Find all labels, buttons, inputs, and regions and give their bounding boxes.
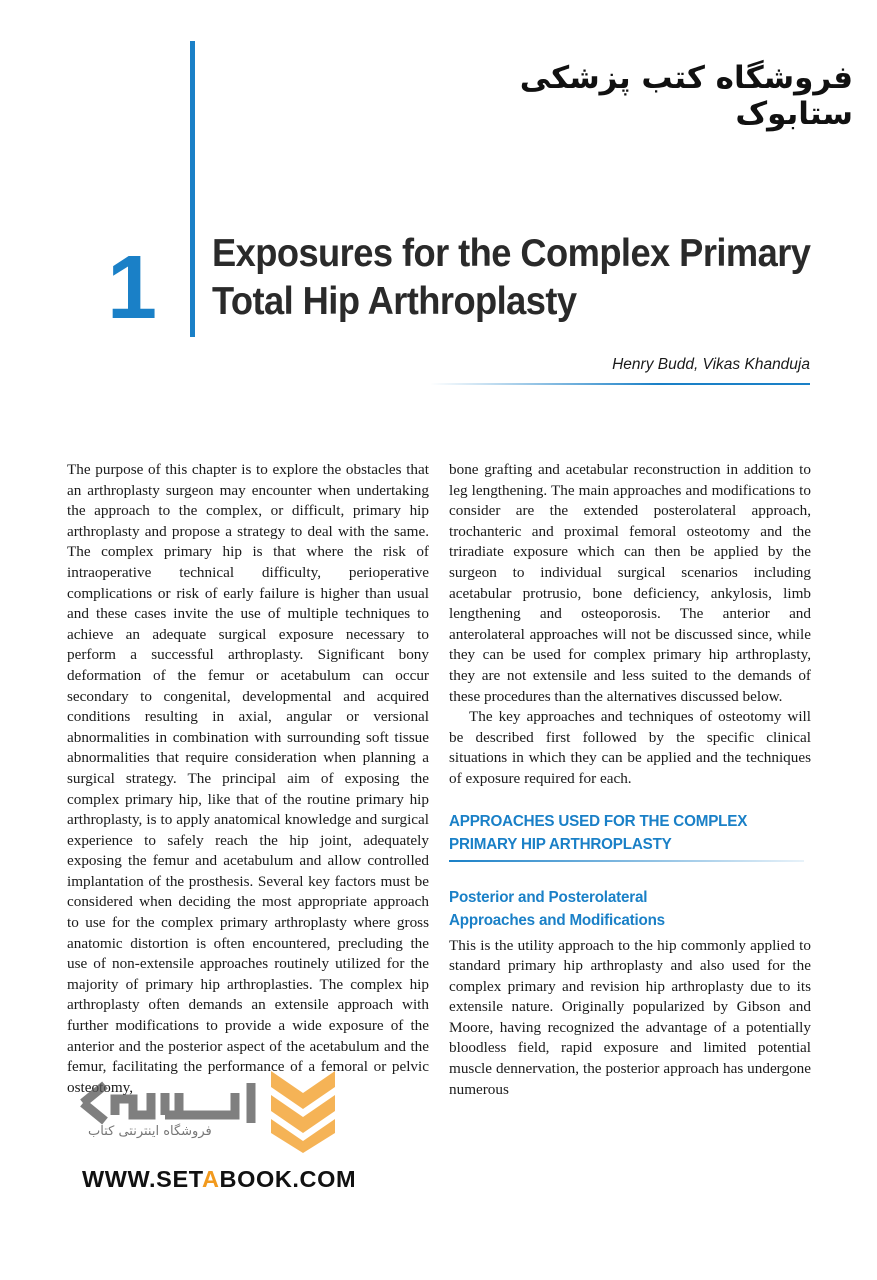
chapter-title-line-2: Total Hip Arthroplasty: [212, 280, 577, 323]
site-url: [82, 1166, 356, 1193]
body-paragraph-3: This is the utility approach to the hip commonly applied to standard primary hip arthroplasty and also used for the complex primary and revision hip arthroplasty due to its extensile nature. Originally popularized by Gibson and Moore, having recognized the advantage of a potentially bloodless field, rapid exposure and limited potential muscle dennervation, the posterior approach has undergone numerous: [449, 936, 811, 1098]
chapter-authors: Henry Budd, Vikas Khanduja: [612, 356, 810, 373]
chapter-title-line-1: Exposures for the Complex Primary: [212, 232, 811, 275]
body-paragraph-1: bone grafting and acetabular reconstruction in addition to leg lengthening. The main approaches and modifications to consider are the extended posterolateral approach, trochanteric and proximal femoral osteotomy and the triradiate exposure which can then be applied by the surgeon to individual surgical scenarios including acetabular protrusio, bone deficiency, ankylosis, limb lengthening and osteoporosis. The anterior and anterolateral approaches will not be discussed since, while they can be used for complex primary hip arthroplasty, they are not extensile and less suited to the demands of these procedures than the alternatives discussed below.: [449, 461, 811, 705]
logo-book-chevrons: [271, 1071, 335, 1153]
subsection-heading-line-2: Approaches and Modifications: [449, 911, 665, 929]
store-banner: فروشگاه کتب پزشکی ستابوک: [519, 60, 853, 132]
body-paragraph-2: The key approaches and techniques of osteotomy will be described first followed by the specific clinical situations in which they can be applied and the techniques of exposure required for each.: [449, 708, 811, 787]
subsection-heading: [449, 886, 793, 932]
section-heading-line-2: PRIMARY HIP ARTHROPLASTY: [449, 835, 672, 853]
site-url-prefix: WWW.SET: [82, 1166, 202, 1192]
watermark-tagline: فروشگاه اینترنتی کتاب: [88, 1124, 212, 1139]
intro-paragraph: The purpose of this chapter is to explore the obstacles that an arthroplasty surgeon may encounter when undertaking the approach to the complex, or difficult, primary hip arthroplasty and propose a strategy to deal with the same. The complex primary hip is that where the risk of intraoperative technical difficulty, perioperative complications or risk of early failure is higher than usual and these cases invite the use of multiple techniques to achieve an adequate surgical exposure necessary to perform a successful arthroplasty. Significant bony deformation of the femur or acetabulum can occur secondary to congenital, developmental and acquired conditions resulting in axial, angular or versional abnormalities in combination with surrounding soft tissue abnormalities that require consideration when planning a surgical strategy. The principal aim of exposing the complex primary hip, like that of the routine primary hip arthroplasty, is to apply anatomical knowledge and surgical experience to safely reach the hip joint, adequately exposing the femur and acetabulum and allow controlled implantation of the prosthesis. Several key factors must be considered when deciding the most appropriate approach to use for the complex primary arthroplasty where gross anatomic distortion is often encountered, precluding the use of non-extensile approaches routinely utilized for the majority of primary hip arthroplasties. The complex hip arthroplasty often demands an extensile approach with further modifications to provide a wide exposure of the anterior and the posterior aspect of the acetabulum and the femur, facilitating the performance of a femoral or pelvic osteotomy,: [67, 461, 429, 1096]
left-column: [67, 460, 429, 1098]
subsection-heading-line-1: Posterior and Posterolateral: [449, 888, 648, 906]
site-url-suffix: BOOK.COM: [219, 1166, 357, 1192]
chapter-number: 1: [106, 238, 158, 338]
authors-rule: [430, 383, 810, 385]
chapter-title: [212, 230, 811, 326]
section-heading-line-1: APPROACHES USED FOR THE COMPLEX: [449, 812, 748, 830]
logo-lettering: [83, 1083, 251, 1123]
section-rule: [449, 860, 804, 862]
setabook-logo-watermark: [75, 1063, 375, 1158]
section-heading: [449, 810, 793, 856]
site-url-accent: A: [201, 1166, 220, 1192]
right-column: [449, 460, 811, 1100]
chapter-divider-bar: [190, 41, 195, 337]
